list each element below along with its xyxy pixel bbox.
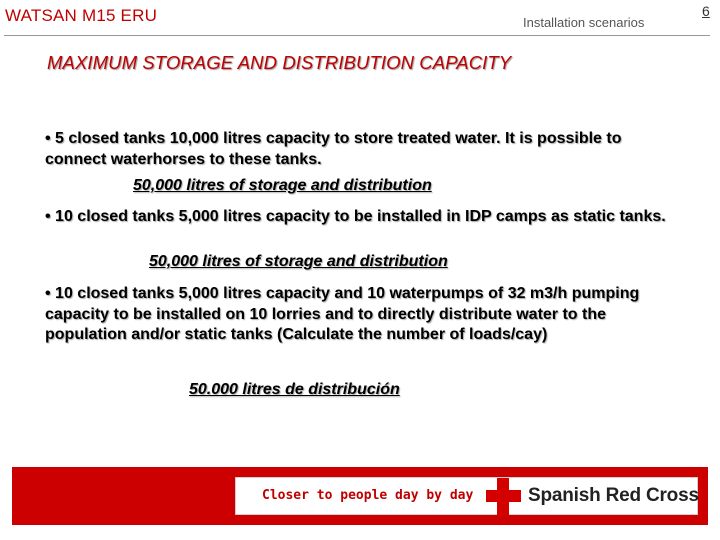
- footer-white-panel: [235, 477, 698, 515]
- red-cross-icon: [486, 478, 521, 515]
- header-title: WATSAN M15 ERU: [5, 6, 158, 25]
- bullet-3-capacity: 50.000 litres de distribución: [189, 381, 400, 398]
- section-label: Installation scenarios: [523, 15, 645, 30]
- footer-slogan: Closer to people day by day: [262, 488, 474, 503]
- bullet-1-capacity: 50,000 litres of storage and distribution: [133, 177, 432, 194]
- bullet-3: • 10 closed tanks 5,000 litres capacity and 10 waterpumps of 32 m3/h pumping capacity to be installed on 10 lorries and to directly distribute water to the population and/or static tanks (Calculate the number of loads/cay): [45, 285, 640, 343]
- organization-name: Spanish Red Cross: [528, 485, 699, 506]
- bullet-2: • 10 closed tanks 5,000 litres capacity to be installed in IDP camps as static tanks.: [45, 208, 666, 225]
- footer-banner: [12, 467, 708, 525]
- bullet-2-capacity: 50,000 litres of storage and distribution: [149, 253, 448, 270]
- bullet-1: • 5 closed tanks 10,000 litres capacity to store treated water. It is possible to connect waterhorses to these tanks.: [45, 130, 622, 168]
- header-divider: [4, 35, 710, 36]
- slide-title: MAXIMUM STORAGE AND DISTRIBUTION CAPACITY: [47, 52, 512, 73]
- page-number: 6: [702, 3, 710, 19]
